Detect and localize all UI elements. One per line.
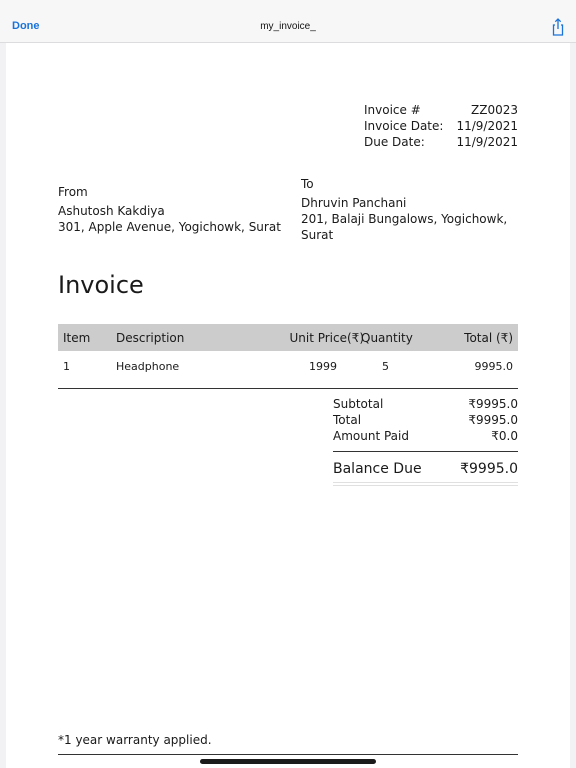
top-toolbar [0, 0, 576, 43]
invoice-date-label: Invoice Date: [364, 119, 444, 133]
invoice-page[interactable] [6, 43, 570, 768]
balance-due-value: ₹9995.0 [460, 461, 518, 477]
total-value: ₹9995.0 [468, 413, 518, 427]
cell-total: 9995.0 [474, 360, 513, 373]
column-header-description: Description [116, 331, 185, 345]
column-header-total: Total (₹) [464, 331, 513, 345]
column-header-item: Item [63, 331, 91, 345]
invoice-date-value: 11/9/2021 [456, 119, 518, 133]
due-date-value: 11/9/2021 [456, 135, 518, 149]
summary-divider [333, 451, 518, 452]
to-name: Dhruvin Panchani [301, 196, 407, 210]
invoice-number-label: Invoice # [364, 103, 421, 117]
balance-underline-2 [333, 485, 518, 486]
column-header-quantity: Quantity [361, 331, 413, 345]
balance-underline-1 [333, 482, 518, 483]
warranty-note: *1 year warranty applied. [58, 733, 212, 747]
to-address-line1: 201, Balaji Bungalows, Yogichowk, [301, 212, 508, 226]
subtotal-label: Subtotal [333, 397, 384, 411]
column-header-unit-price: Unit Price(₹) [289, 331, 364, 345]
cell-unit-price: 1999 [309, 360, 337, 373]
subtotal-value: ₹9995.0 [468, 397, 518, 411]
share-icon [549, 17, 567, 37]
from-address: 301, Apple Avenue, Yogichowk, Surat [58, 220, 281, 234]
cell-quantity: 5 [382, 360, 389, 373]
table-divider [58, 388, 518, 389]
footer-divider [58, 754, 518, 755]
to-label: To [301, 177, 314, 191]
invoice-heading: Invoice [58, 271, 144, 299]
amount-paid-label: Amount Paid [333, 429, 409, 443]
total-label: Total [333, 413, 362, 427]
share-button[interactable] [549, 17, 567, 37]
done-button[interactable]: Done [12, 20, 40, 32]
cell-item: 1 [63, 360, 70, 373]
document-title: my_invoice_ [260, 21, 316, 32]
home-indicator[interactable] [200, 759, 376, 764]
cell-description: Headphone [116, 360, 180, 373]
to-address-line2: Surat [301, 228, 334, 242]
from-name: Ashutosh Kakdiya [58, 204, 165, 218]
from-label: From [58, 185, 88, 199]
amount-paid-value: ₹0.0 [491, 429, 518, 443]
balance-due-label: Balance Due [333, 461, 422, 477]
invoice-number-value: ZZ0023 [471, 103, 518, 117]
due-date-label: Due Date: [364, 135, 425, 149]
table-header-row [58, 324, 518, 351]
